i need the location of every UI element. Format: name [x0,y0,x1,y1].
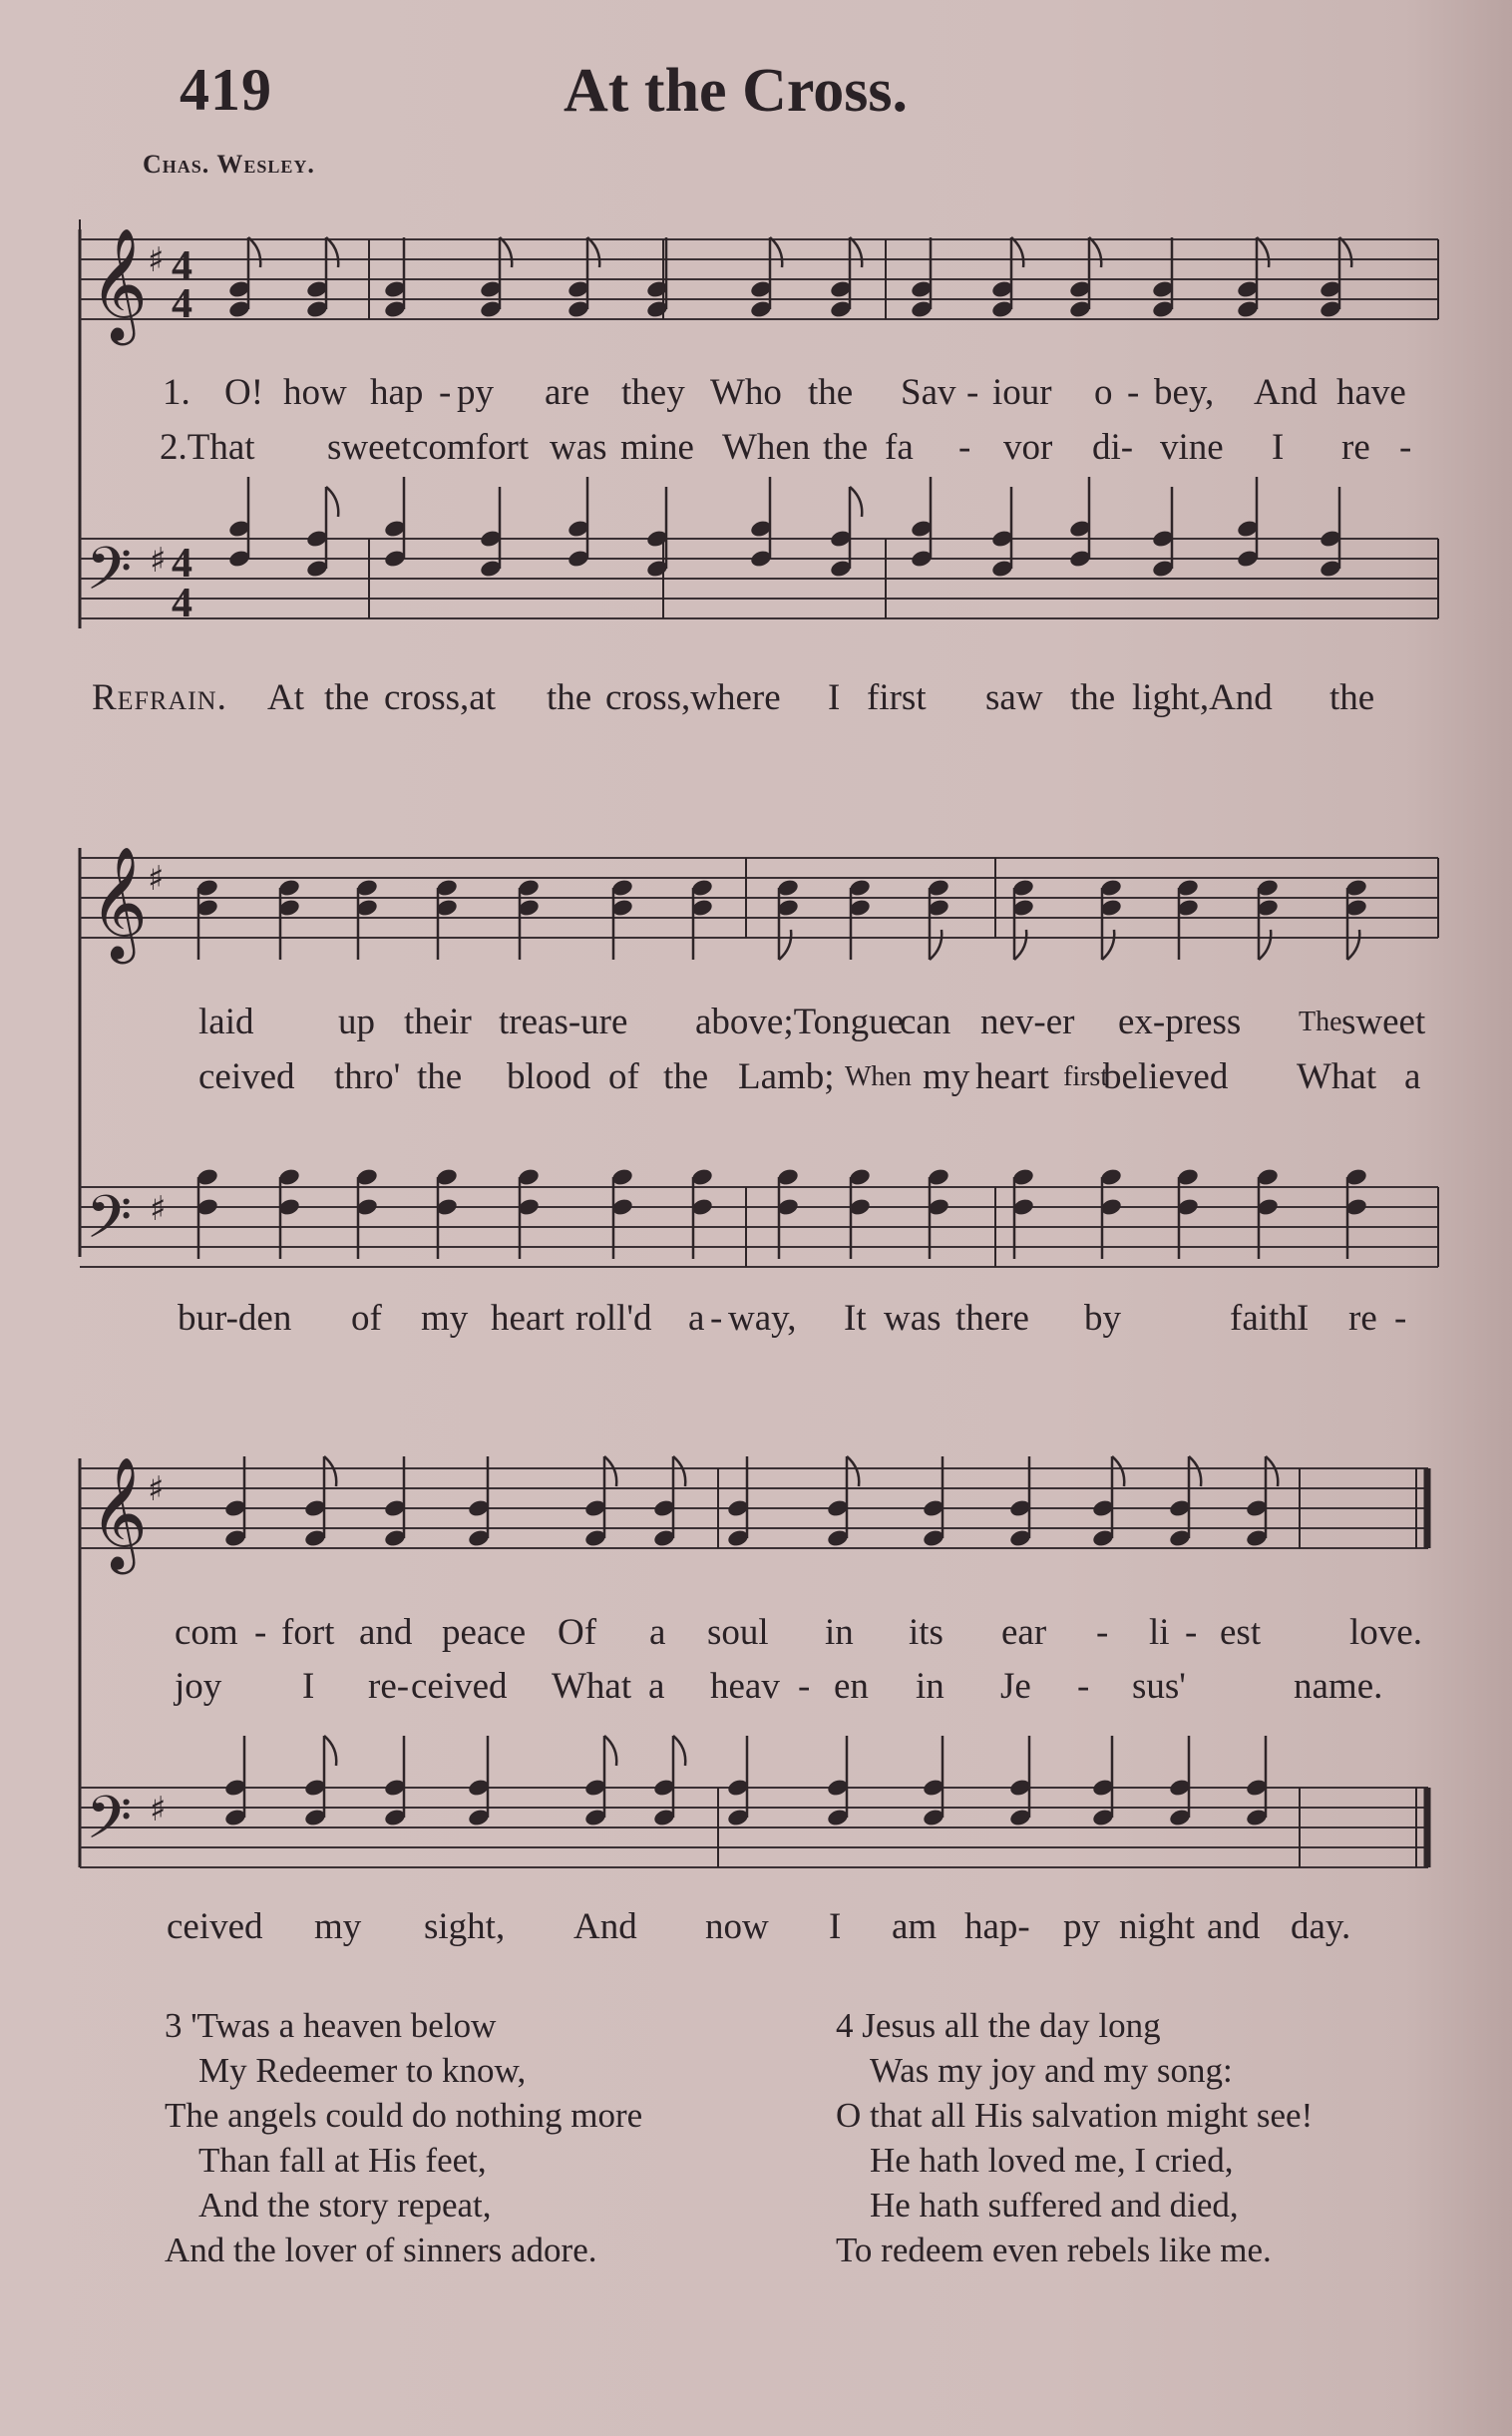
sharp-icon: ♯ [150,1790,167,1829]
treble-notes [227,237,1351,319]
treble-notes [223,1456,1278,1548]
note-flag [604,1456,616,1486]
hymn-title: At the Cross. [564,57,908,125]
note-flag [1266,1456,1278,1486]
note-flag [673,1736,685,1766]
note-flag [1347,930,1359,960]
bass-notes [227,477,1342,579]
note-flag [326,237,338,267]
note-flag [500,237,512,267]
note-flag [673,1456,685,1486]
note-flag [604,1736,616,1766]
note-flag [850,487,862,517]
sharp-icon: ♯ [148,1469,165,1509]
note-flag [1011,237,1023,267]
bass-notes [195,1167,1368,1259]
refrain-line: ceived my sight, And now I am hap- py night and day. [167,1906,1351,1947]
sharp-icon: ♯ [148,859,165,899]
stanza-3: 3 'Twas a heaven below My Redeemer to know, The angels could do nothing more Than fall at His feet, And the story repeat, And the lover of sinners adore. [165,2006,643,2269]
note-flag [1102,930,1114,960]
sharp-icon: ♯ [150,541,167,581]
note-flag [1259,930,1271,960]
note-flag [1014,930,1026,960]
verse-2-line: joy I re- ceived What a heav - en in Je - sus' name. [175,1666,1383,1707]
stanza-number: 3 [165,2006,183,2045]
verse-2-line: ceived thro' the blood of the Lamb; When my heart first believed What a [198,1056,1421,1097]
sharp-icon: ♯ [150,1189,167,1229]
note-flag [1339,237,1351,267]
treble-clef-icon: 𝄞 [90,846,148,960]
hymn-author: Chas. Wesley. [143,150,315,179]
stanza-4: 4 Jesus all the day long Was my joy and my song: O that all His salvation might see! He hath loved me, I cried, He hath suffered and died, To redeem even rebels like me. [836,2006,1314,2269]
note-flag [1257,237,1269,267]
time-signature-bottom: 4 [172,281,192,327]
treble-clef-icon: 𝄞 [90,227,148,341]
verse-1-line: 1. O! how hap - py are they Who the Sav - iour o - bey, And have [163,372,1406,413]
refrain-line: Refrain. At the cross,at the cross,where I first saw the light,And the [92,677,1375,718]
verse-2-line: 2.That sweet comfort was mine When the fa - vor di- vine I re - [160,427,1412,468]
hymn-number: 419 [180,57,272,123]
bass-clef-icon: 𝄢 [86,534,133,617]
bass-notes [223,1736,1269,1827]
note-flag [1189,1456,1201,1486]
bass-clef-icon: 𝄢 [86,1783,133,1866]
verse-1-line: com - fort and peace Of a soul in its ear - li - est love. [175,1612,1422,1653]
verse-1-line: laid up their treas-ure above;Tongue can nev-er ex-press The sweet [198,1002,1426,1042]
treble-clef-icon: 𝄞 [90,1456,148,1570]
bass-clef-icon: 𝄢 [86,1182,133,1266]
sharp-icon: ♯ [148,240,165,280]
note-flag [770,237,782,267]
note-flag [587,237,599,267]
time-signature-bottom: 4 [172,581,192,626]
note-flag [847,1456,859,1486]
time-signature-top: 4 [172,243,192,289]
note-flag [779,930,791,960]
note-flag [1112,1456,1124,1486]
note-flag [930,930,942,960]
note-flag [1089,237,1101,267]
note-flag [326,487,338,517]
note-flag [324,1736,336,1766]
note-flag [324,1456,336,1486]
refrain-line: bur-den of my heart roll'd a - way, It was there by faith I re - [178,1298,1407,1339]
stanza-number: 4 [836,2006,854,2045]
treble-notes [195,878,1368,960]
note-flag [248,237,260,267]
note-flag [850,237,862,267]
time-signature-top: 4 [172,541,192,587]
